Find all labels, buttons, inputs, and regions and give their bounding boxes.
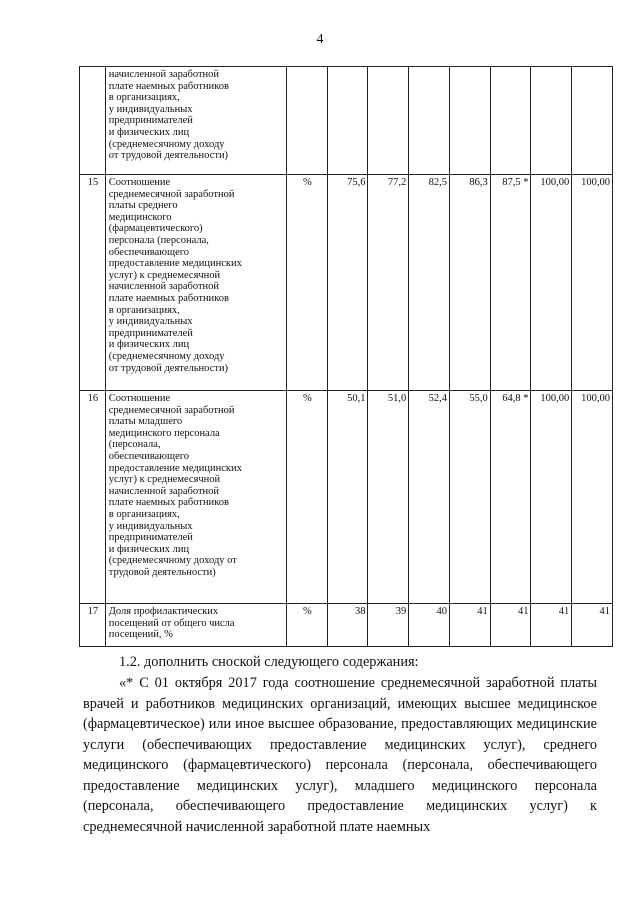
value-cell: 40 — [409, 604, 450, 647]
table-row — [80, 604, 613, 647]
paragraph-amendment: 1.2. дополнить сноской следующего содержания: — [119, 654, 419, 670]
value-cell: 82,5 — [409, 175, 450, 391]
row-number-cell: 16 — [80, 391, 106, 604]
value-cell: 52,4 — [409, 391, 450, 604]
indicator-name-cell: Доля профилактических посещений от общего числа посещений, % — [105, 604, 286, 647]
unit-cell: % — [286, 604, 327, 647]
value-cell: 100,00 — [572, 391, 613, 604]
unit-cell — [286, 67, 327, 175]
value-cell: 64,8 * — [490, 391, 531, 604]
value-cell — [409, 67, 450, 175]
value-cell: 55,0 — [449, 391, 490, 604]
table-row — [80, 391, 613, 604]
value-cell: 41 — [490, 604, 531, 647]
value-cell: 50,1 — [327, 391, 368, 604]
table-row — [80, 175, 613, 391]
page-number: 4 — [316, 32, 324, 47]
value-cell — [531, 67, 572, 175]
row-number-cell: 15 — [80, 175, 106, 391]
value-cell — [327, 67, 368, 175]
unit-cell: % — [286, 175, 327, 391]
value-cell: 51,0 — [368, 391, 409, 604]
value-cell: 100,00 — [531, 175, 572, 391]
value-cell — [449, 67, 490, 175]
unit-cell: % — [286, 391, 327, 604]
value-cell: 38 — [327, 604, 368, 647]
table-row — [80, 67, 613, 175]
value-cell: 87,5 * — [490, 175, 531, 391]
row-number-cell — [80, 67, 106, 175]
value-cell: 100,00 — [531, 391, 572, 604]
value-cell: 41 — [531, 604, 572, 647]
indicators-table — [79, 66, 613, 647]
value-cell — [572, 67, 613, 175]
value-cell — [368, 67, 409, 175]
indicator-name-cell: Соотношение среднемесячной заработной платы младшего медицинского персонала (персонала, обеспечивающего предоставление медицинских услуг) к среднемесячной начисленной заработной плате наемных работников в организациях, у индивидуальных предпринимателей и физических лиц (среднемесячному доходу от трудовой деятельности) — [105, 391, 286, 604]
value-cell — [490, 67, 531, 175]
value-cell: 41 — [449, 604, 490, 647]
paragraph-footnote: «* С 01 октября 2017 года соотношение среднемесячной заработной платы врачей и работников медицинских организаций, имеющих высшее медицинское (фармацевтическое) или иное высшее образование, предоставляющих медицинские услуги (обеспечивающих предоставление медицинских услуг), среднего медицинского (фармацевтического) персонала (персонала, обеспечивающего предоставление медицинских услуг), младшего медицинского персонала (персонала, обеспечивающего предоставление медицинских услуг) к среднемесячной начисленной заработной плате наемных — [83, 675, 597, 835]
value-cell: 86,3 — [449, 175, 490, 391]
value-cell: 75,6 — [327, 175, 368, 391]
row-number-cell: 17 — [80, 604, 106, 647]
value-cell: 100,00 — [572, 175, 613, 391]
indicator-name-cell: Соотношение среднемесячной заработной платы среднего медицинского (фармацевтического) персонала (персонала, обеспечивающего предоставление медицинских услуг) к среднемесячной начисленной заработной плате наемных работников в организациях, у индивидуальных предпринимателей и физических лиц (среднемесячному доходу от трудовой деятельности) — [105, 175, 286, 391]
value-cell: 39 — [368, 604, 409, 647]
indicator-name-cell: начисленной заработной плате наемных работников в организациях, у индивидуальных предпринимателей и физических лиц (среднемесячному доходу от трудовой деятельности) — [105, 67, 286, 175]
value-cell: 77,2 — [368, 175, 409, 391]
value-cell: 41 — [572, 604, 613, 647]
